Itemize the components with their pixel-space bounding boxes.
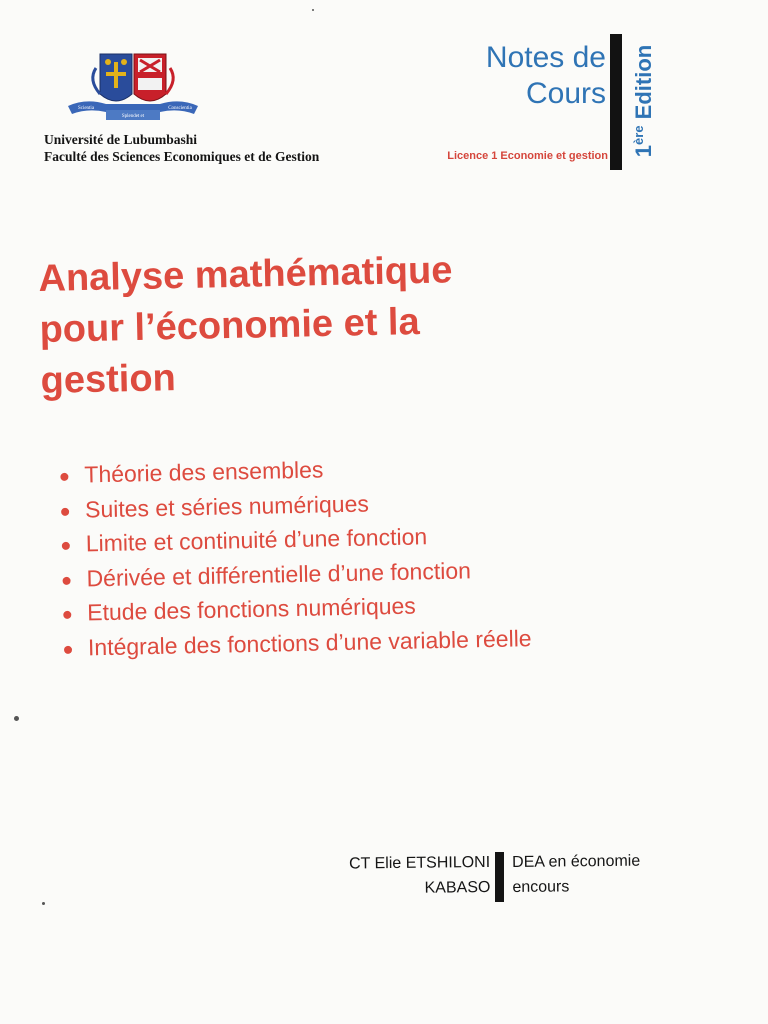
document-title (38, 240, 721, 407)
topic-item: Etude des fonctions numériques (61, 581, 762, 630)
scan-speck (42, 902, 45, 905)
crest-ribbon-center: Splendet et (121, 114, 145, 119)
author-line-1: CT Elie ETSHILONI (348, 853, 491, 873)
degree-line-2: encours (512, 878, 570, 896)
author-name (300, 850, 491, 902)
topic-item: Théorie des ensembles (58, 443, 759, 492)
edition-word: Edition (631, 44, 657, 126)
licence-label: Licence 1 Economie et gestion (447, 150, 608, 162)
notes-line-2: Cours (525, 77, 606, 110)
university-crest-logo (66, 48, 200, 128)
scan-speck (14, 716, 19, 721)
author-line-2: KABASO (424, 878, 491, 897)
edition-superscript: ère (630, 125, 646, 145)
topic-item: Limite et continuité d’une fonction (59, 512, 760, 561)
edition-number: 1 (631, 144, 657, 158)
degree-line-1: DEA en économie (512, 852, 641, 871)
crest-ribbon-right: Conscientia (168, 106, 192, 111)
notes-line-1: Notes de (485, 41, 606, 74)
topic-item: Intégrale des fonctions d’une variable réelle (62, 616, 763, 665)
title-line-3: gestion (40, 357, 177, 402)
author-degree (512, 848, 733, 900)
scan-speck (312, 9, 314, 11)
bullet-icon (63, 611, 71, 619)
notes-de-cours-label (440, 40, 606, 112)
topic-item: Suites et séries numériques (59, 478, 760, 527)
bullet-icon (60, 473, 68, 481)
header-divider-bar (610, 34, 622, 170)
author-divider-bar (495, 852, 504, 902)
university-name: Université de Lubumbashi (44, 132, 198, 147)
bullet-icon (61, 507, 69, 515)
title-line-2: pour l’économie et la (39, 301, 421, 351)
bullet-icon (64, 645, 72, 653)
topic-item: Dérivée et différentielle d’une fonction (60, 547, 761, 596)
faculty-name: Faculté des Sciences Economiques et de Gestion (44, 149, 320, 164)
edition-label (624, 30, 664, 172)
crest-ribbon-left: Scientia (77, 106, 95, 111)
bullet-icon (62, 576, 70, 584)
title-line-1: Analyse mathématique (38, 249, 453, 300)
bullet-icon (62, 542, 70, 550)
university-block (44, 131, 319, 165)
topics-list (58, 443, 762, 665)
